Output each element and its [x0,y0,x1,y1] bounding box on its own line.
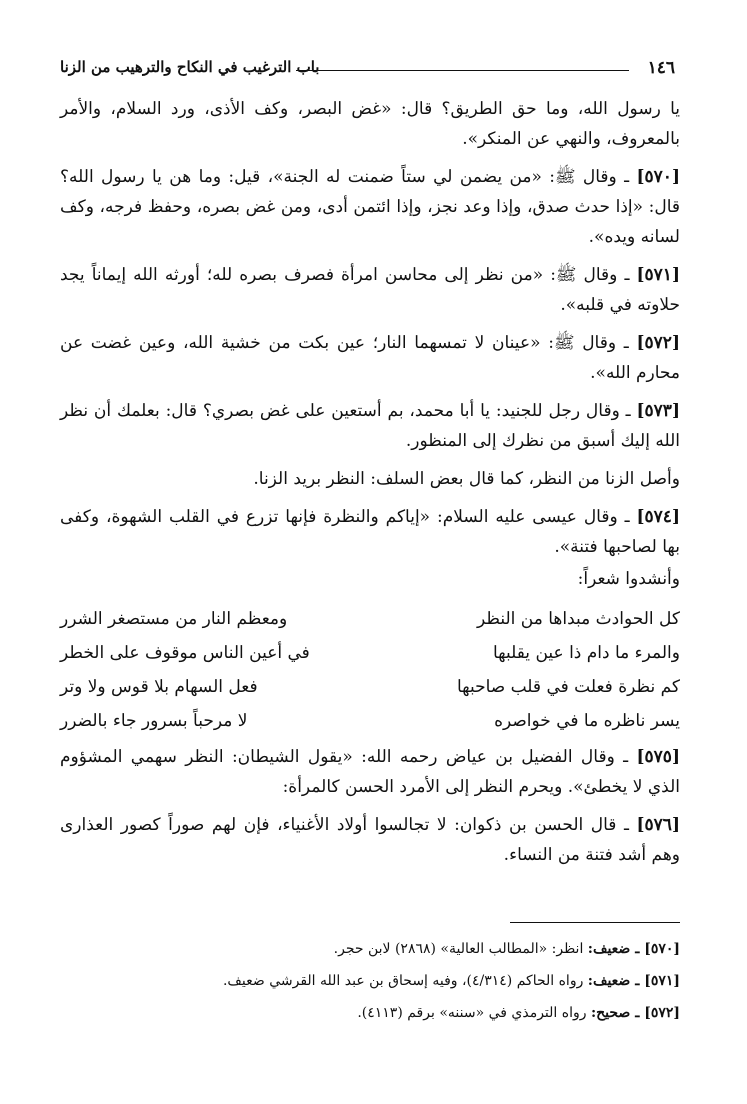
verse-first-hemistich: كم نظرة فعلت في قلب صاحبها [456,677,680,697]
paragraph-text: ـ وقال رجل للجنيد: يا أبا محمد، بم أستعين على غض بصري؟ قال: بعلمك أن نظر الله إليك أسبق من نظرك إلى المنظور. [60,401,680,451]
verse-first-hemistich: يسر ناظره ما في خواصره [494,711,680,731]
verse-second-hemistich: في أعين الناس موقوف على الخطر [60,643,310,663]
paragraph [60,810,680,870]
paragraph-text: وأصل الزنا من النظر، كما قال بعض السلف: النظر بريد الزنا. [253,469,680,489]
verse-second-hemistich: لا مرحباً بسرور جاء بالضرر [60,711,248,731]
hadith-ref: [٥٧١] [636,265,680,285]
hadith-ref: [٥٧٦] [636,815,680,835]
paragraph-text: ـ وقال ﷺ: «من يضمن لي ستاً ضمنت له الجنة»، قيل: وما هن يا رسول الله؟ قال: «إذا حدث صدق، وإذا وعد نجز، وإذا ائتمن أدى، ومن غض بصره، وحفظ فرجه، وكف لسانه ويده». [60,167,680,247]
footnote-ref: [٥٧١] [644,973,680,989]
footnote-ref: [٥٧٠] [644,941,680,957]
running-title: باب الترغيب في النكاح والترهيب من الزنا [60,58,320,76]
poem [60,602,680,738]
verse-first-hemistich: كل الحوادث مبداها من النظر [477,609,680,629]
footnote-text: رواه الحاكم (٤/٣١٤)، وفيه إسحاق بن عبد الله القرشي ضعيف. [222,973,588,989]
verse-second-hemistich: ومعظم النار من مستصغر الشرر [60,609,288,629]
hadith-ref: [٥٧٢] [636,333,680,353]
footnote-grade: ـ ضعيف: [587,973,645,989]
footnote [60,965,680,997]
poem-verse [60,704,680,738]
footnote-text: رواه الترمذي في «سننه» برقم (٤١١٣). [357,1005,591,1021]
page-number: ١٤٦ [647,58,675,78]
page-header [60,58,675,84]
paragraph [60,396,680,456]
paragraph [60,502,680,562]
paragraph-text: يا رسول الله، وما حق الطريق؟ قال: «غض البصر، وكف الأذى، ورد السلام، والأمر بالمعروف، والنهي عن المنكر». [60,99,680,149]
poem-verse [60,670,680,704]
paragraph [60,564,680,594]
footnote-grade: ـ ضعيف: [587,941,645,957]
hadith-ref: [٥٧٥] [636,747,680,767]
footnote-separator [510,922,680,923]
paragraph [60,328,680,388]
poem-verse [60,602,680,636]
paragraph-text: وأنشدوا شعراً: [577,569,680,589]
paragraph [60,94,680,154]
paragraph-text: ـ قال الحسن بن ذكوان: لا تجالسوا أولاد الأغنياء، فإن لهم صوراً كصور العذارى وهم أشد فتنة من النساء. [60,815,680,865]
footnote-ref: [٥٧٢] [644,1005,680,1021]
paragraph [60,260,680,320]
page-body [60,94,680,878]
paragraph [60,162,680,252]
footnote [60,933,680,965]
hadith-ref: [٥٧٤] [636,507,680,527]
paragraph-text: ـ وقال عيسى عليه السلام: «إياكم والنظرة فإنها تزرع في القلب الشهوة، وكفى بها لصاحبها فتنة». [60,507,680,557]
hadith-ref: [٥٧٣] [636,401,680,421]
paragraph-text: ـ وقال ﷺ: «من نظر إلى محاسن امرأة فصرف بصره لله؛ أورثه الله إيماناً يجد حلاوته في قلبه». [60,265,680,315]
footnote-text: انظر: «المطالب العالية» (٢٨٦٨) لابن حجر. [333,941,588,957]
paragraph [60,742,680,802]
poem-verse [60,636,680,670]
paragraph [60,464,680,494]
hadith-ref: [٥٧٠] [636,167,680,187]
verse-first-hemistich: والمرء ما دام ذا عين يقلبها [492,643,680,663]
footnote [60,997,680,1029]
footnote-grade: ـ صحيح: [590,1005,645,1021]
paragraph-text: ـ وقال ﷺ: «عينان لا تمسهما النار؛ عين بكت من خشية الله، وعين غضت عن محارم الله». [60,333,680,383]
header-rule [296,70,629,71]
footnotes [60,922,680,1029]
paragraph-text: ـ وقال الفضيل بن عياض رحمه الله: «يقول الشيطان: النظر سهمي المشؤوم الذي لا يخطئ». ويحرم النظر إلى الأمرد الحسن كالمرأة: [60,747,680,797]
verse-second-hemistich: فعل السهام بلا قوس ولا وتر [60,677,258,697]
